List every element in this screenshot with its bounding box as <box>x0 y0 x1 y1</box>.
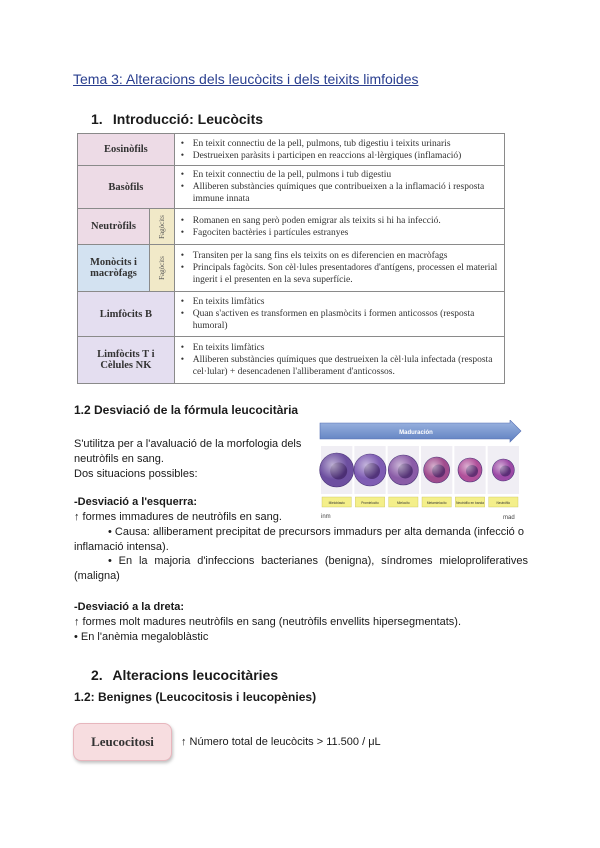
cell-name: Neutròfils <box>78 209 150 245</box>
list-item: • En teixits limfàtics <box>181 342 500 354</box>
section-2-number: 2. <box>91 667 103 683</box>
intro-situations: Dos situacions possibles: <box>74 468 198 480</box>
figure-caption-mature: mad <box>503 515 515 520</box>
table-row <box>78 292 505 337</box>
list-item: • En teixit connectiu de la pell, pulmons, tub digestiu i teixits urinaris <box>181 138 500 150</box>
cell-label: Metamielocito <box>426 501 447 505</box>
list-item: • Principals fagòcits. Son cèl·lules presentadores d'antígens, processen el material ingerit i el presenten en la seva superfície. <box>181 262 500 286</box>
intro-paragraph: S'utilitza per a l'avaluació de la morfologia dels neutròfils en sang. <box>74 438 302 465</box>
cell-description <box>174 209 504 245</box>
tag-label: Fagòcits <box>157 256 166 280</box>
cell-description <box>174 292 504 337</box>
cell-label: Neutrófilo en banda <box>456 501 484 505</box>
list-item: • Alliberen substàncies químiques que contribueixen a la inflamació i resposta immune innata <box>181 181 500 205</box>
list-item: • Transiten per la sang fins els teixits on es diferencien en macròfags <box>181 250 500 262</box>
section-2-title: Alteracions leucocitàries <box>112 667 279 683</box>
right-shift-line: ↑ formes molt madures neutròfils en sang (neutròfils envellits hipersegmentats). <box>74 616 462 628</box>
list-item: • Romanen en sang però poden emigrar als teixits si hi ha infecció. <box>181 215 500 227</box>
table-row <box>78 245 505 292</box>
maturation-figure <box>318 420 522 520</box>
cell-description <box>174 245 504 292</box>
cell-name: Limfòcits B <box>78 292 175 337</box>
cell-label: Mieloblasto <box>328 501 345 505</box>
cell-highlight <box>492 459 514 481</box>
cell-tag <box>150 209 175 245</box>
maturation-arrow-label: Maduración <box>399 430 433 436</box>
cell-highlight <box>458 458 482 482</box>
cell-highlight <box>424 457 450 483</box>
left-shift-title: -Desviació a l'esquerra: <box>74 496 198 508</box>
right-shift-anemia: • En l'anèmia megaloblàstic <box>74 631 209 643</box>
figure-caption-immature: inm <box>321 514 331 520</box>
cell-description <box>174 337 504 384</box>
list-item: • En teixit connectiu de la pell, pulmons i tub digestiu <box>181 169 500 181</box>
tag-label: Fagòcits <box>157 214 166 239</box>
table-row <box>78 166 505 209</box>
left-shift-examples: • En la majoria d'infeccions bacterianes (benigna), síndromes mieloproliferatives (maligna) <box>74 555 528 582</box>
section-2-1-heading: 1.2: Benignes (Leucocitosis i leucopènies) <box>74 690 317 704</box>
cell-description <box>174 134 504 166</box>
document-title: Tema 3: Alteracions dels leucòcits i dels teixits limfoides <box>73 71 419 87</box>
cell-name: Limfòcits T i Cèlules NK <box>78 337 175 384</box>
cell-label: Mielocito <box>397 501 410 505</box>
cell-highlight <box>354 454 386 486</box>
cell-highlight <box>388 455 418 485</box>
section-1-heading <box>91 111 263 127</box>
section-2-heading <box>91 667 278 683</box>
section-1-number: 1. <box>91 111 103 127</box>
cell-name: Monòcits i macròfags <box>78 245 150 292</box>
right-shift-title: -Desviació a la dreta: <box>74 601 185 613</box>
section-1-2-heading: 1.2 Desviació de la fórmula leucocitària <box>74 403 299 417</box>
cell-highlight <box>320 453 354 487</box>
cell-description <box>174 166 504 209</box>
list-item: • En teixits limfàtics <box>181 296 500 308</box>
table-row <box>78 337 505 384</box>
table-row <box>78 134 505 166</box>
list-item: • Alliberen substàncies químiques que destrueixen la cèl·lula infectada (resposta cel·lular) + desencadenen l'alliberament d'anticossos. <box>181 354 500 378</box>
list-item: • Destrueixen paràsits i participen en reaccions al·lèrgiques (inflamació) <box>181 150 500 162</box>
cell-name: Eosinòfils <box>78 134 175 166</box>
cell-label: Neutrófilo <box>496 501 511 505</box>
leucocitosi-definition: ↑ Número total de leucòcits > 11.500 / μL <box>181 736 381 748</box>
cell-label: Promielocito <box>361 501 379 505</box>
left-shift-cause: • Causa: alliberament precipitat de precursors immadurs per alta demanda (infecció o inflamació intensa). <box>74 526 524 553</box>
leukocyte-table <box>77 133 505 384</box>
leucocitosi-box: Leucocitosi <box>73 723 172 761</box>
section-1-title: Introducció: Leucòcits <box>112 111 264 127</box>
list-item: • Fagociten bactèries i partícules estranyes <box>181 227 500 239</box>
list-item: • Quan s'activen es transformen en plasmòcits i formen anticossos (resposta humoral) <box>181 308 500 332</box>
table-row <box>78 209 505 245</box>
left-shift-line: ↑ formes immadures de neutròfils en sang. <box>74 511 282 523</box>
cell-tag <box>150 245 175 292</box>
cell-name: Basòfils <box>78 166 175 209</box>
